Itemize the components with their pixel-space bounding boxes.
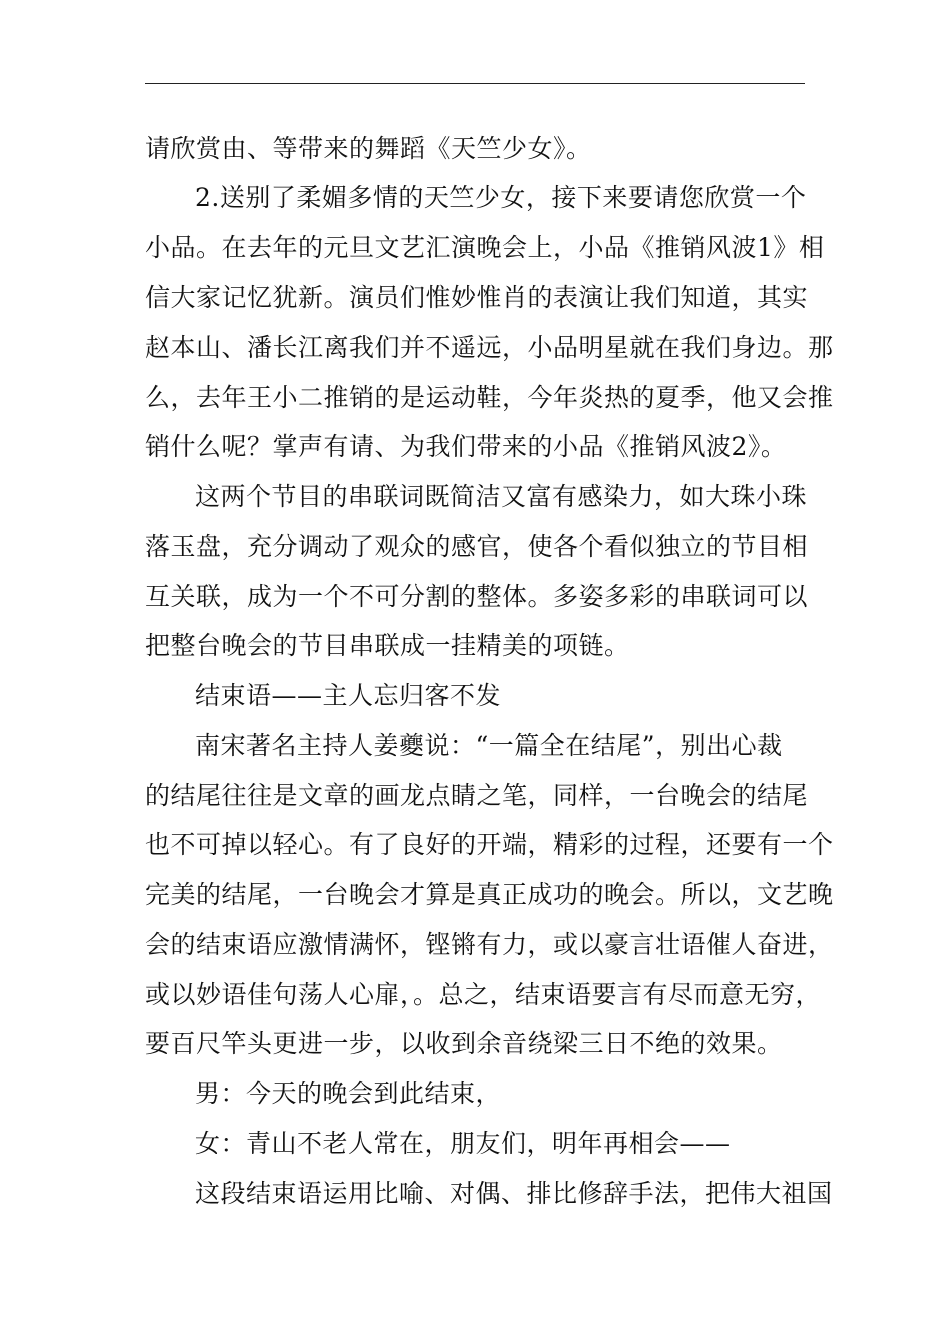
text-line: 这段结束语运用比喻、对偶、排比修辞手法，把伟大祖国: [195, 1179, 833, 1208]
text-line: 或以妙语佳句荡人心扉，。总之，结束语要言有尽而意无穷，: [145, 980, 822, 1009]
text-line: 信大家记忆犹新。演员们惟妙惟肖的表演让我们知道，其实: [145, 283, 809, 312]
text-line: 要百尺竿头更进一步，以收到余音绕梁三日不绝的效果。: [145, 1029, 783, 1058]
text-line: 赵本山、潘长江离我们并不遥远，小品明星就在我们身边。那: [145, 333, 834, 362]
text-line: 落玉盘，充分调动了观众的感官，使各个看似独立的节目相: [145, 532, 809, 561]
text-line: 的结尾往往是文章的画龙点睛之笔，同样，一台晚会的结尾: [145, 781, 809, 810]
text-line: 完美的结尾，一台晚会才算是真正成功的晚会。所以，文艺晚: [145, 880, 834, 909]
text-line: 互关联，成为一个不可分割的整体。多姿多彩的串联词可以: [145, 582, 809, 611]
text-line: 会的结束语应激情满怀，铿锵有力，或以豪言壮语催人奋进，: [145, 930, 834, 959]
text-line: 把整台晚会的节目串联成一挂精美的项链。: [145, 631, 630, 660]
text-line: 销什么呢？掌声有请、为我们带来的小品《推销风波2》。: [145, 432, 787, 461]
text-line: 南宋著名主持人姜夔说：“一篇全在结尾”，别出心裁: [195, 731, 783, 760]
text-line: 么，去年王小二推销的是运动鞋，今年炎热的夏季，他又会推: [145, 383, 834, 412]
dialogue-line: 男：今天的晚会到此结束，: [195, 1079, 502, 1108]
header-rule: [145, 83, 805, 84]
section-heading: 结束语——主人忘归客不发: [195, 681, 502, 710]
text-line: 请欣赏由、等带来的舞蹈《天竺少女》。: [145, 134, 592, 163]
text-line: 2.送别了柔媚多情的天竺少女，接下来要请您欣赏一个: [195, 183, 807, 212]
text-line: 这两个节目的串联词既简洁又富有感染力，如大珠小珠: [195, 482, 808, 511]
dialogue-line: 女：青山不老人常在，朋友们，明年再相会——: [195, 1129, 731, 1158]
text-line: 也不可掉以轻心。有了良好的开端，精彩的过程，还要有一个: [145, 830, 834, 859]
text-line: 小品。在去年的元旦文艺汇演晚会上，小品《推销风波1》相: [145, 233, 825, 262]
